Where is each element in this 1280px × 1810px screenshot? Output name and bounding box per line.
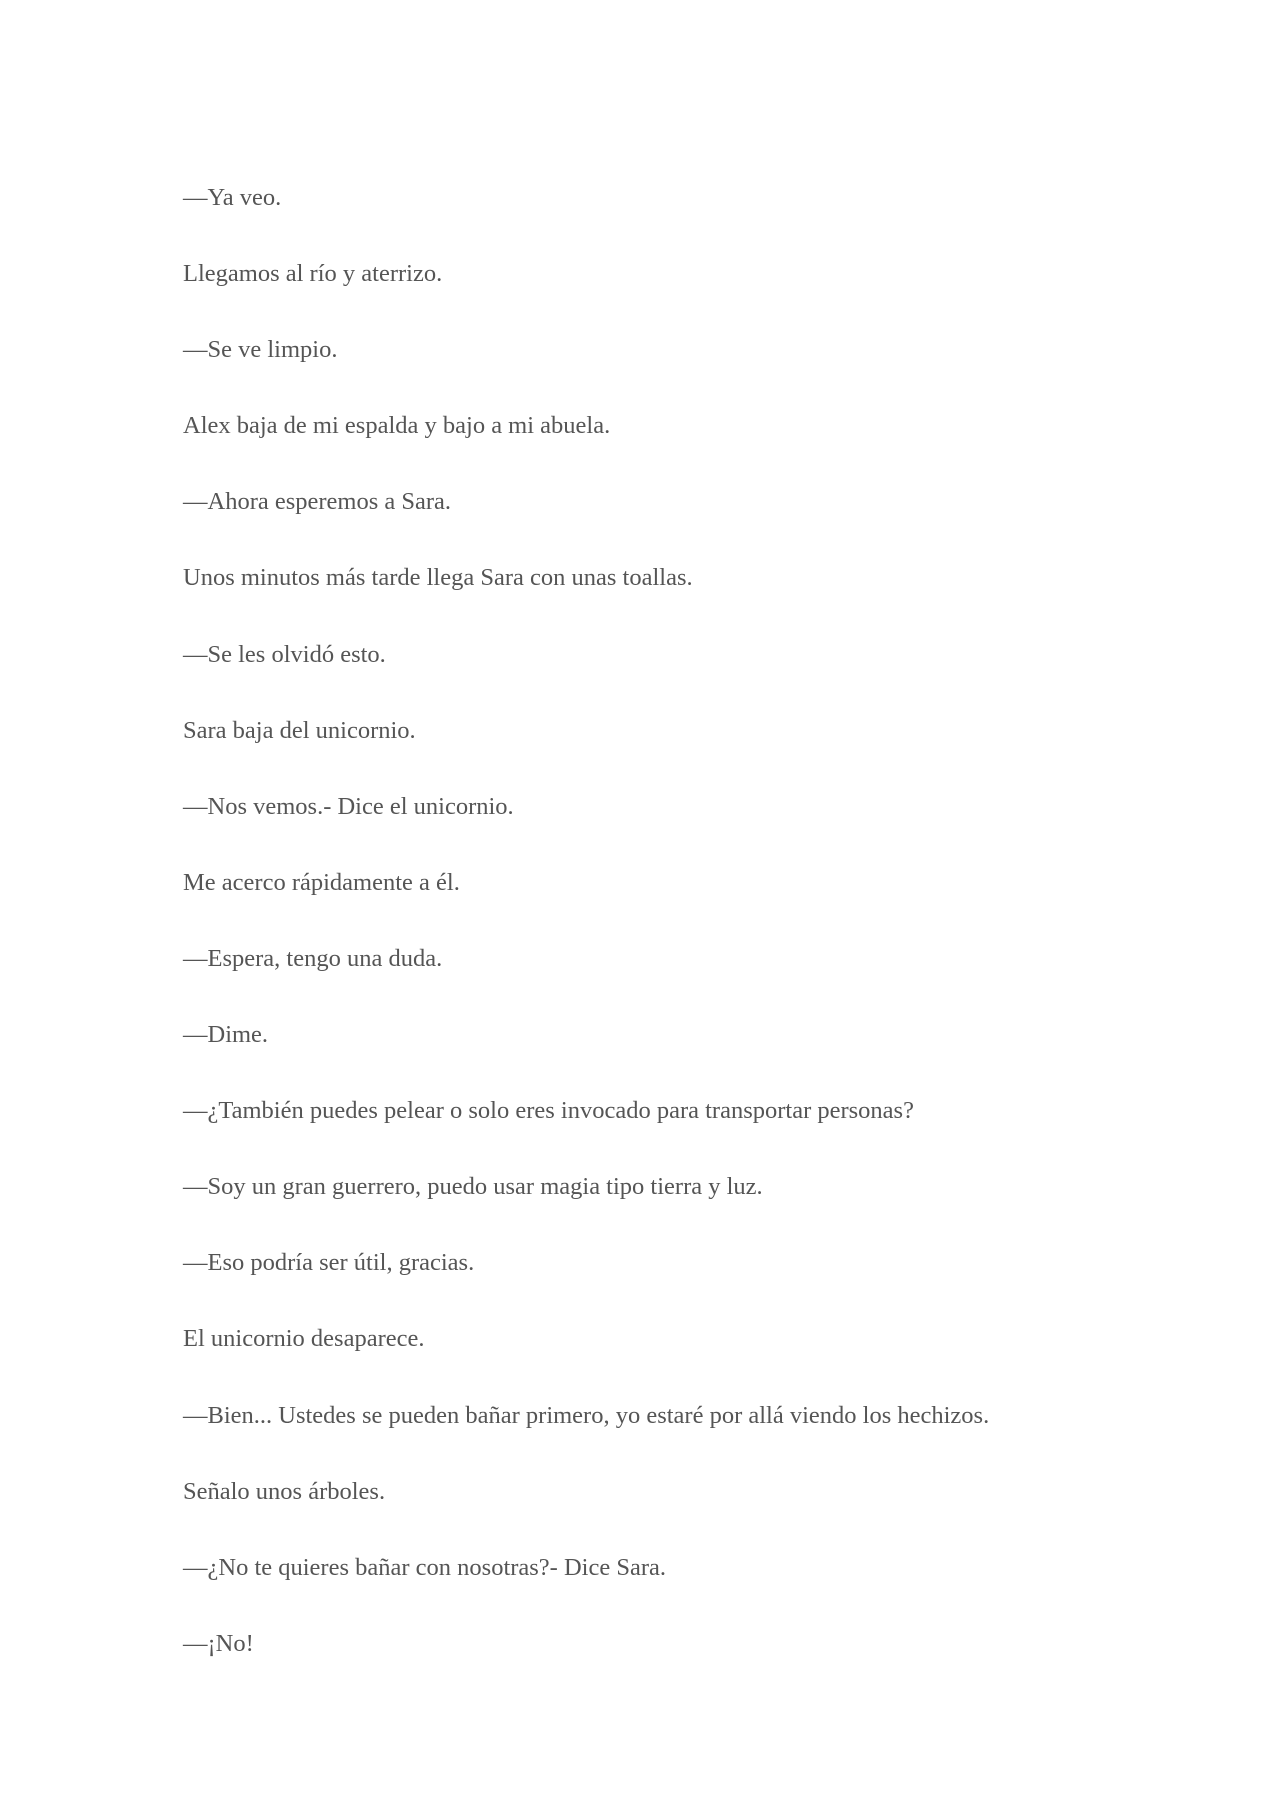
text-line: —Bien... Ustedes se pueden bañar primero, yo estaré por allá viendo los hechizos.	[183, 1401, 990, 1429]
text-line: —Espera, tengo una duda.	[183, 944, 443, 972]
story-text	[183, 178, 1183, 1700]
text-line: —Se ve limpio.	[183, 336, 338, 364]
text-line: Señalo unos árboles.	[183, 1477, 386, 1505]
text-line: —Nos vemos.- Dice el unicornio.	[183, 792, 514, 820]
text-line: —Ahora esperemos a Sara.	[183, 488, 452, 516]
text-line: —Dime.	[183, 1021, 269, 1049]
text-line: Unos minutos más tarde llega Sara con unas toallas.	[183, 564, 693, 592]
text-line: —Eso podría ser útil, gracias.	[183, 1249, 475, 1277]
text-line: Alex baja de mi espalda y bajo a mi abuela.	[183, 412, 611, 440]
text-line: El unicornio desaparece.	[183, 1325, 425, 1353]
text-line: Llegamos al río y aterrizo.	[183, 260, 443, 288]
text-line: —Se les olvidó esto.	[183, 640, 386, 668]
text-line: —Ya veo.	[183, 184, 282, 211]
text-line: Sara baja del unicornio.	[183, 716, 416, 744]
text-line: —Soy un gran guerrero, puedo usar magia tipo tierra y luz.	[183, 1173, 763, 1201]
text-line: —¿También puedes pelear o solo eres invocado para transportar personas?	[183, 1097, 914, 1125]
text-line: —¿No te quieres bañar con nosotras?- Dice Sara.	[183, 1553, 667, 1581]
text-line: —¡No!	[183, 1629, 254, 1657]
text-line: Me acerco rápidamente a él.	[183, 868, 460, 896]
